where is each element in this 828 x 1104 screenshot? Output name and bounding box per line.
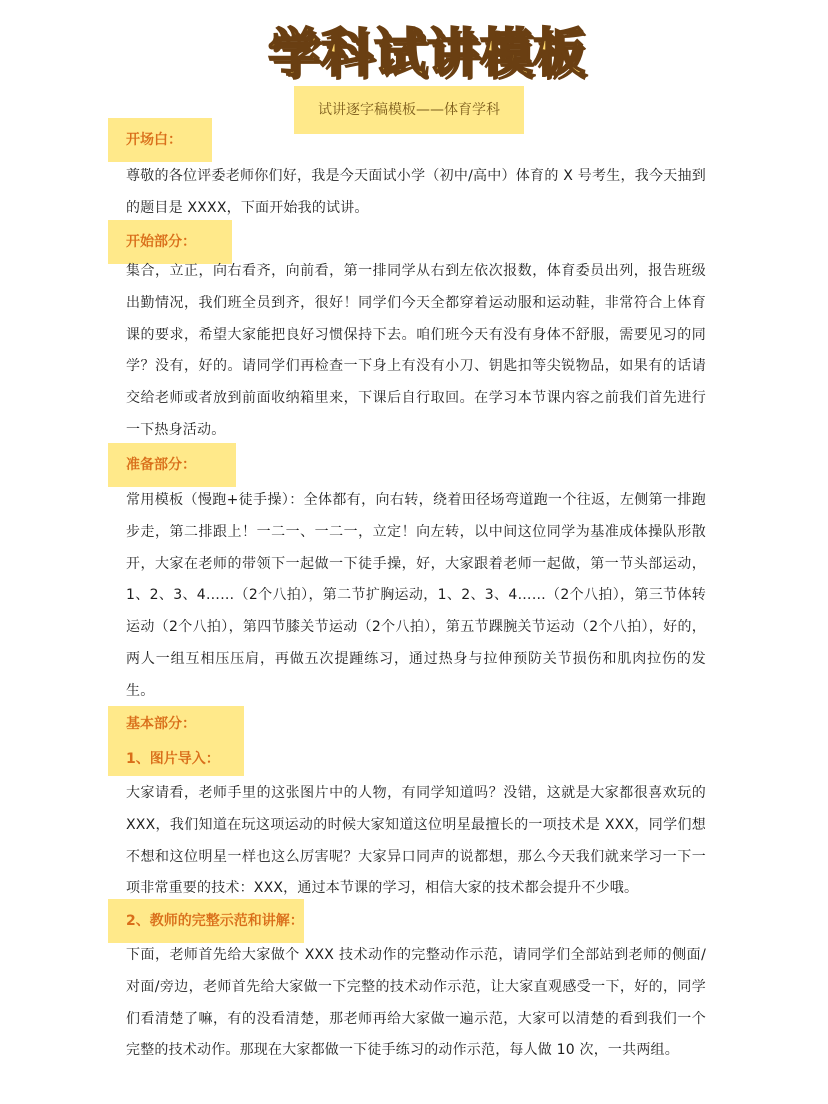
section-heading-label: 开场白： bbox=[126, 132, 182, 148]
basic-paragraph-1: 大家请看，老师手里的这张图片中的人物，有同学知道吗？没错，这就是大家都很喜欢玩的 XXX，我们知道在玩这项运动的时候大家知道这位明星最擅长的一项技术是 XXX，同学们想不想和这位明星一样也这么厉害呢？大家异口同声的说都想，那么今天我们就来学习一下一项非常重要的技术：XXX，通过本节课的学习，相信大家的技术都会提升不少哦。 bbox=[126, 785, 706, 897]
section-heading-opening bbox=[108, 118, 212, 162]
section-heading-label: 开始部分： bbox=[126, 234, 196, 250]
main-title: 学科试讲模板 bbox=[268, 24, 587, 84]
section-heading-label: 准备部分： bbox=[126, 457, 196, 473]
subtitle-highlight bbox=[294, 86, 524, 134]
start-paragraph: 集合，立正，向右看齐，向前看，第一排同学从右到左依次报数，体育委员出列，报告班级出勤情况，我们班全员到齐，很好！同学们今天全都穿着运动服和运动鞋，非常符合上体育课的要求，希望大家能把良好习惯保持下去。咱们班今天有没有身体不舒服，需要见习的同学？没有，好的。请同学们再检查一下身上有没有小刀、钥匙扣等尖锐物品，如果有的话请交给老师或者放到前面收纳箱里来，下课后自行取回。在学习本节课内容之前我们首先进行一下热身活动。 bbox=[126, 263, 706, 438]
subsection-heading-label: 1、图片导入： bbox=[126, 751, 220, 767]
subtitle: 试讲逐字稿模板——体育学科 bbox=[318, 102, 500, 118]
basic-paragraph-2: 下面，老师首先给大家做个 XXX 技术动作的完整动作示范，请同学们全部站到老师的侧面/对面/旁边，老师首先给大家做一下完整的技术动作示范，让大家直观感受一下，好的，同学们看清楚了嘛，有的没看清楚，那老师再给大家做一遍示范，大家可以清楚的看到我们一个完整的技术动作。那现在大家都做一下徒手练习的动作示范，每人做 10 次，一共两组。 bbox=[126, 947, 706, 1059]
subsection-heading-demo bbox=[108, 899, 304, 943]
subsection-heading-label: 2、教师的完整示范和讲解： bbox=[126, 913, 304, 929]
section-heading-label: 基本部分： bbox=[126, 716, 196, 732]
section-heading-prep bbox=[108, 443, 236, 487]
prep-paragraph: 常用模板（慢跑+徒手操）：全体都有，向右转，绕着田径场弯道跑一个往返，左侧第一排跑步走，第二排跟上！一二一、一二一，立定！向左转，以中间这位同学为基准成体操队形散开，大家在老师的带领下一起做一下徒手操，好，大家跟着老师一起做，第一节头部运动，1、2、3、4……（2个八拍），第二节扩胸运动，1、2、3、4……（2个八拍），第三节体转运动（2个八拍），第四节膝关节运动（2个八拍），第五节踝腕关节运动（2个八拍），好的，两人一组互相压压肩，再做五次提踵练习，通过热身与拉伸预防关节损伤和肌肉拉伤的发生。 bbox=[126, 492, 706, 699]
section-heading-basic bbox=[108, 706, 244, 776]
opening-paragraph: 尊敬的各位评委老师你们好，我是今天面试小学（初中/高中）体育的 X 号考生，我今天抽到的题目是 XXXX，下面开始我的试讲。 bbox=[126, 168, 706, 216]
